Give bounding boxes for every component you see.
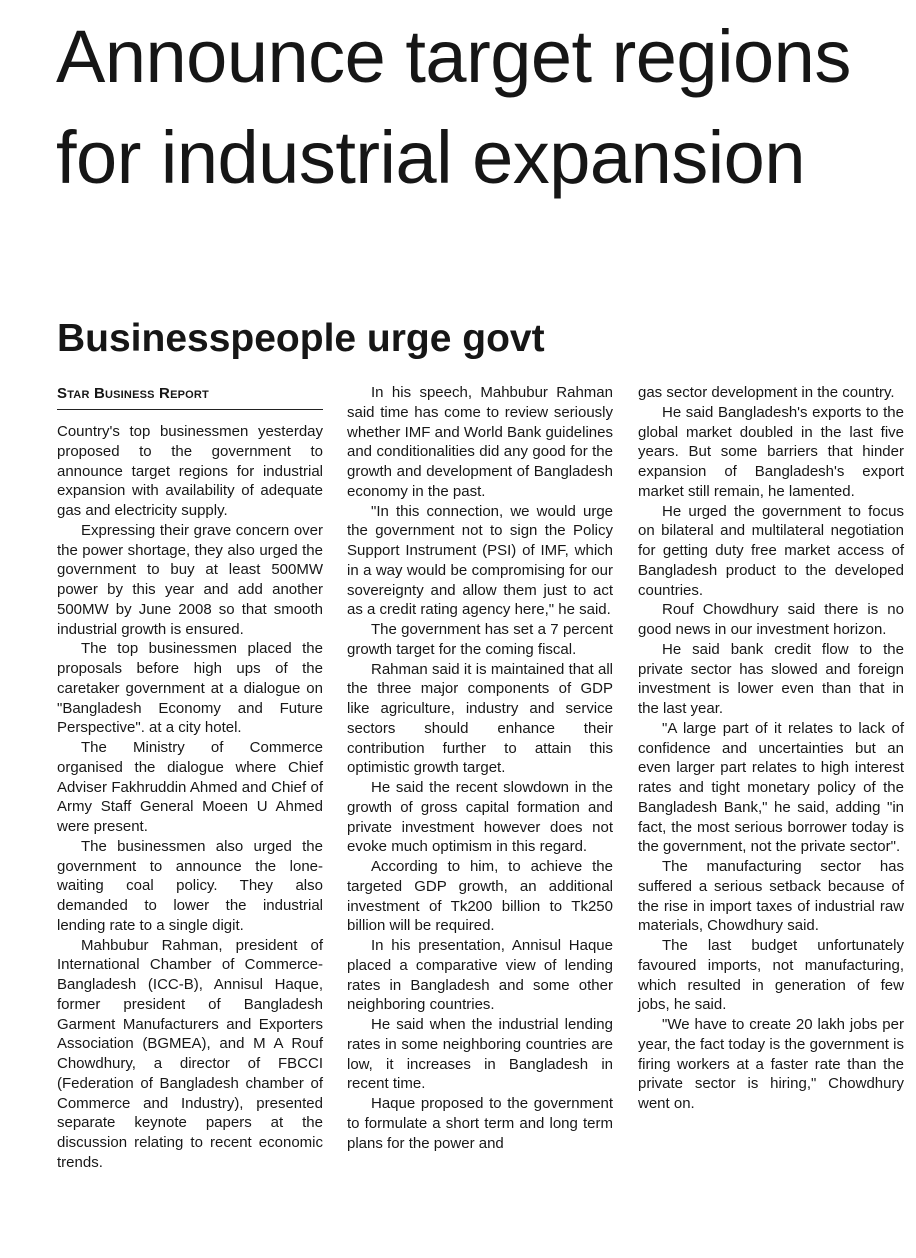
article-column-2 xyxy=(347,383,613,1153)
paragraph: "In this connection, we would urge the government not to sign the Policy Support Instrument (PSI) of IMF, which in a way would be compromising for our sovereignty and allow them just to act as a credit rating agency here," he said. xyxy=(347,502,613,619)
paragraph: The top businessmen placed the proposals before high ups of the caretaker government at a dialogue on "Bangladesh Economy and Future Perspective". at a city hotel. xyxy=(57,640,323,737)
paragraph: According to him, to achieve the targeted GDP growth, an additional investment of Tk200 billion to Tk250 billion will be required. xyxy=(347,858,613,935)
paragraph: Country's top businessmen yesterday proposed to the government to announce target regions for industrial expansion with availability of adequate gas and electricity supply. xyxy=(57,423,323,519)
paragraph: Rahman said it is maintained that all the three major components of GDP like agriculture, industry and service sectors should enhance their contribution further to attain this optimistic growth target. xyxy=(347,660,613,777)
paragraph: In his presentation, Annisul Haque placed a comparative view of lending rates in Bangladesh and some other neighboring countries. xyxy=(347,937,613,1014)
paragraph: In his speech, Mahbubur Rahman said time has come to review seriously whether IMF and World Bank guidelines and conditionalities did any good for the growth and development of Bangladesh economy in the past. xyxy=(347,384,613,500)
headline: Announce target regions for industrial expansion xyxy=(56,15,851,199)
paragraph: The Ministry of Commerce organised the dialogue where Chief Adviser Fakhruddin Ahmed and Chief of Army Staff General Moeen U Ahmed were present. xyxy=(57,739,323,835)
paragraph: He said bank credit flow to the private sector has slowed and foreign investment is lower even than that in the last year. xyxy=(638,640,904,717)
paragraph: gas sector development in the country. xyxy=(638,384,895,401)
paragraph: He said the recent slowdown in the growth of gross capital formation and private investment however does not evoke much optimism in this regard. xyxy=(347,779,613,856)
paragraph: He said when the industrial lending rates in some neighboring countries are low, it increases in Bangladesh in recent time. xyxy=(347,1016,613,1093)
byline: Star Business Report xyxy=(57,383,323,410)
paragraph: Mahbubur Rahman, president of International Chamber of Commerce-Bangladesh (ICC-B), Annisul Haque, former president of Bangladesh Garment Manufacturers and Exporters Association (BGMEA), and M A Rouf Chowdhury, a director of FBCCI (Federation of Bangladesh chamber of Commerce and Industry), presented separate keynote papers at the discussion relating to recent economic trends. xyxy=(57,936,323,1171)
subheadline: Businesspeople urge govt xyxy=(57,317,545,360)
paragraph: The manufacturing sector has suffered a serious setback because of the rise in import taxes of industrial raw materials, Chowdhury said. xyxy=(638,858,904,935)
paragraph: Rouf Chowdhury said there is no good news in our investment horizon. xyxy=(638,601,904,638)
paragraph: He said Bangladesh's exports to the global market doubled in the last five years. But some barriers that hinder expansion of Bangladesh's export market still remain, he lamented. xyxy=(638,403,904,500)
paragraph: He urged the government to focus on bilateral and multilateral negotiation for getting duty free market access of Bangladesh product to the developed countries. xyxy=(638,502,904,599)
paragraph: "We have to create 20 lakh jobs per year, the fact today is the government is firing workers at a faster rate than the private sector is hiring," Chowdhury went on. xyxy=(638,1016,904,1112)
article-column-1 xyxy=(57,383,323,1173)
paragraph: Haque proposed to the government to formulate a short term and long term plans for the power and xyxy=(347,1095,613,1152)
article-column-3 xyxy=(638,383,904,1114)
paragraph: The government has set a 7 percent growth target for the coming fiscal. xyxy=(347,621,613,658)
paragraph: The last budget unfortunately favoured imports, not manufacturing, which resulted in generation of few jobs, he said. xyxy=(638,937,904,1014)
paragraph: The businessmen also urged the government to announce the lone-waiting coal policy. They also demanded to lower the industrial lending rate to a single digit. xyxy=(57,837,323,934)
paragraph: Expressing their grave concern over the power shortage, they also urged the government to buy at least 500MW power by this year and add another 500MW by June 2008 so that smooth industrial growth is ensured. xyxy=(57,521,323,638)
paragraph: "A large part of it relates to lack of confidence and uncertainties but an even larger part relates to high interest rates and tight monetary policy of the Bangladesh Bank," he said, adding "in fact, the most serious borrower today is the government, not the private sector". xyxy=(638,719,904,856)
